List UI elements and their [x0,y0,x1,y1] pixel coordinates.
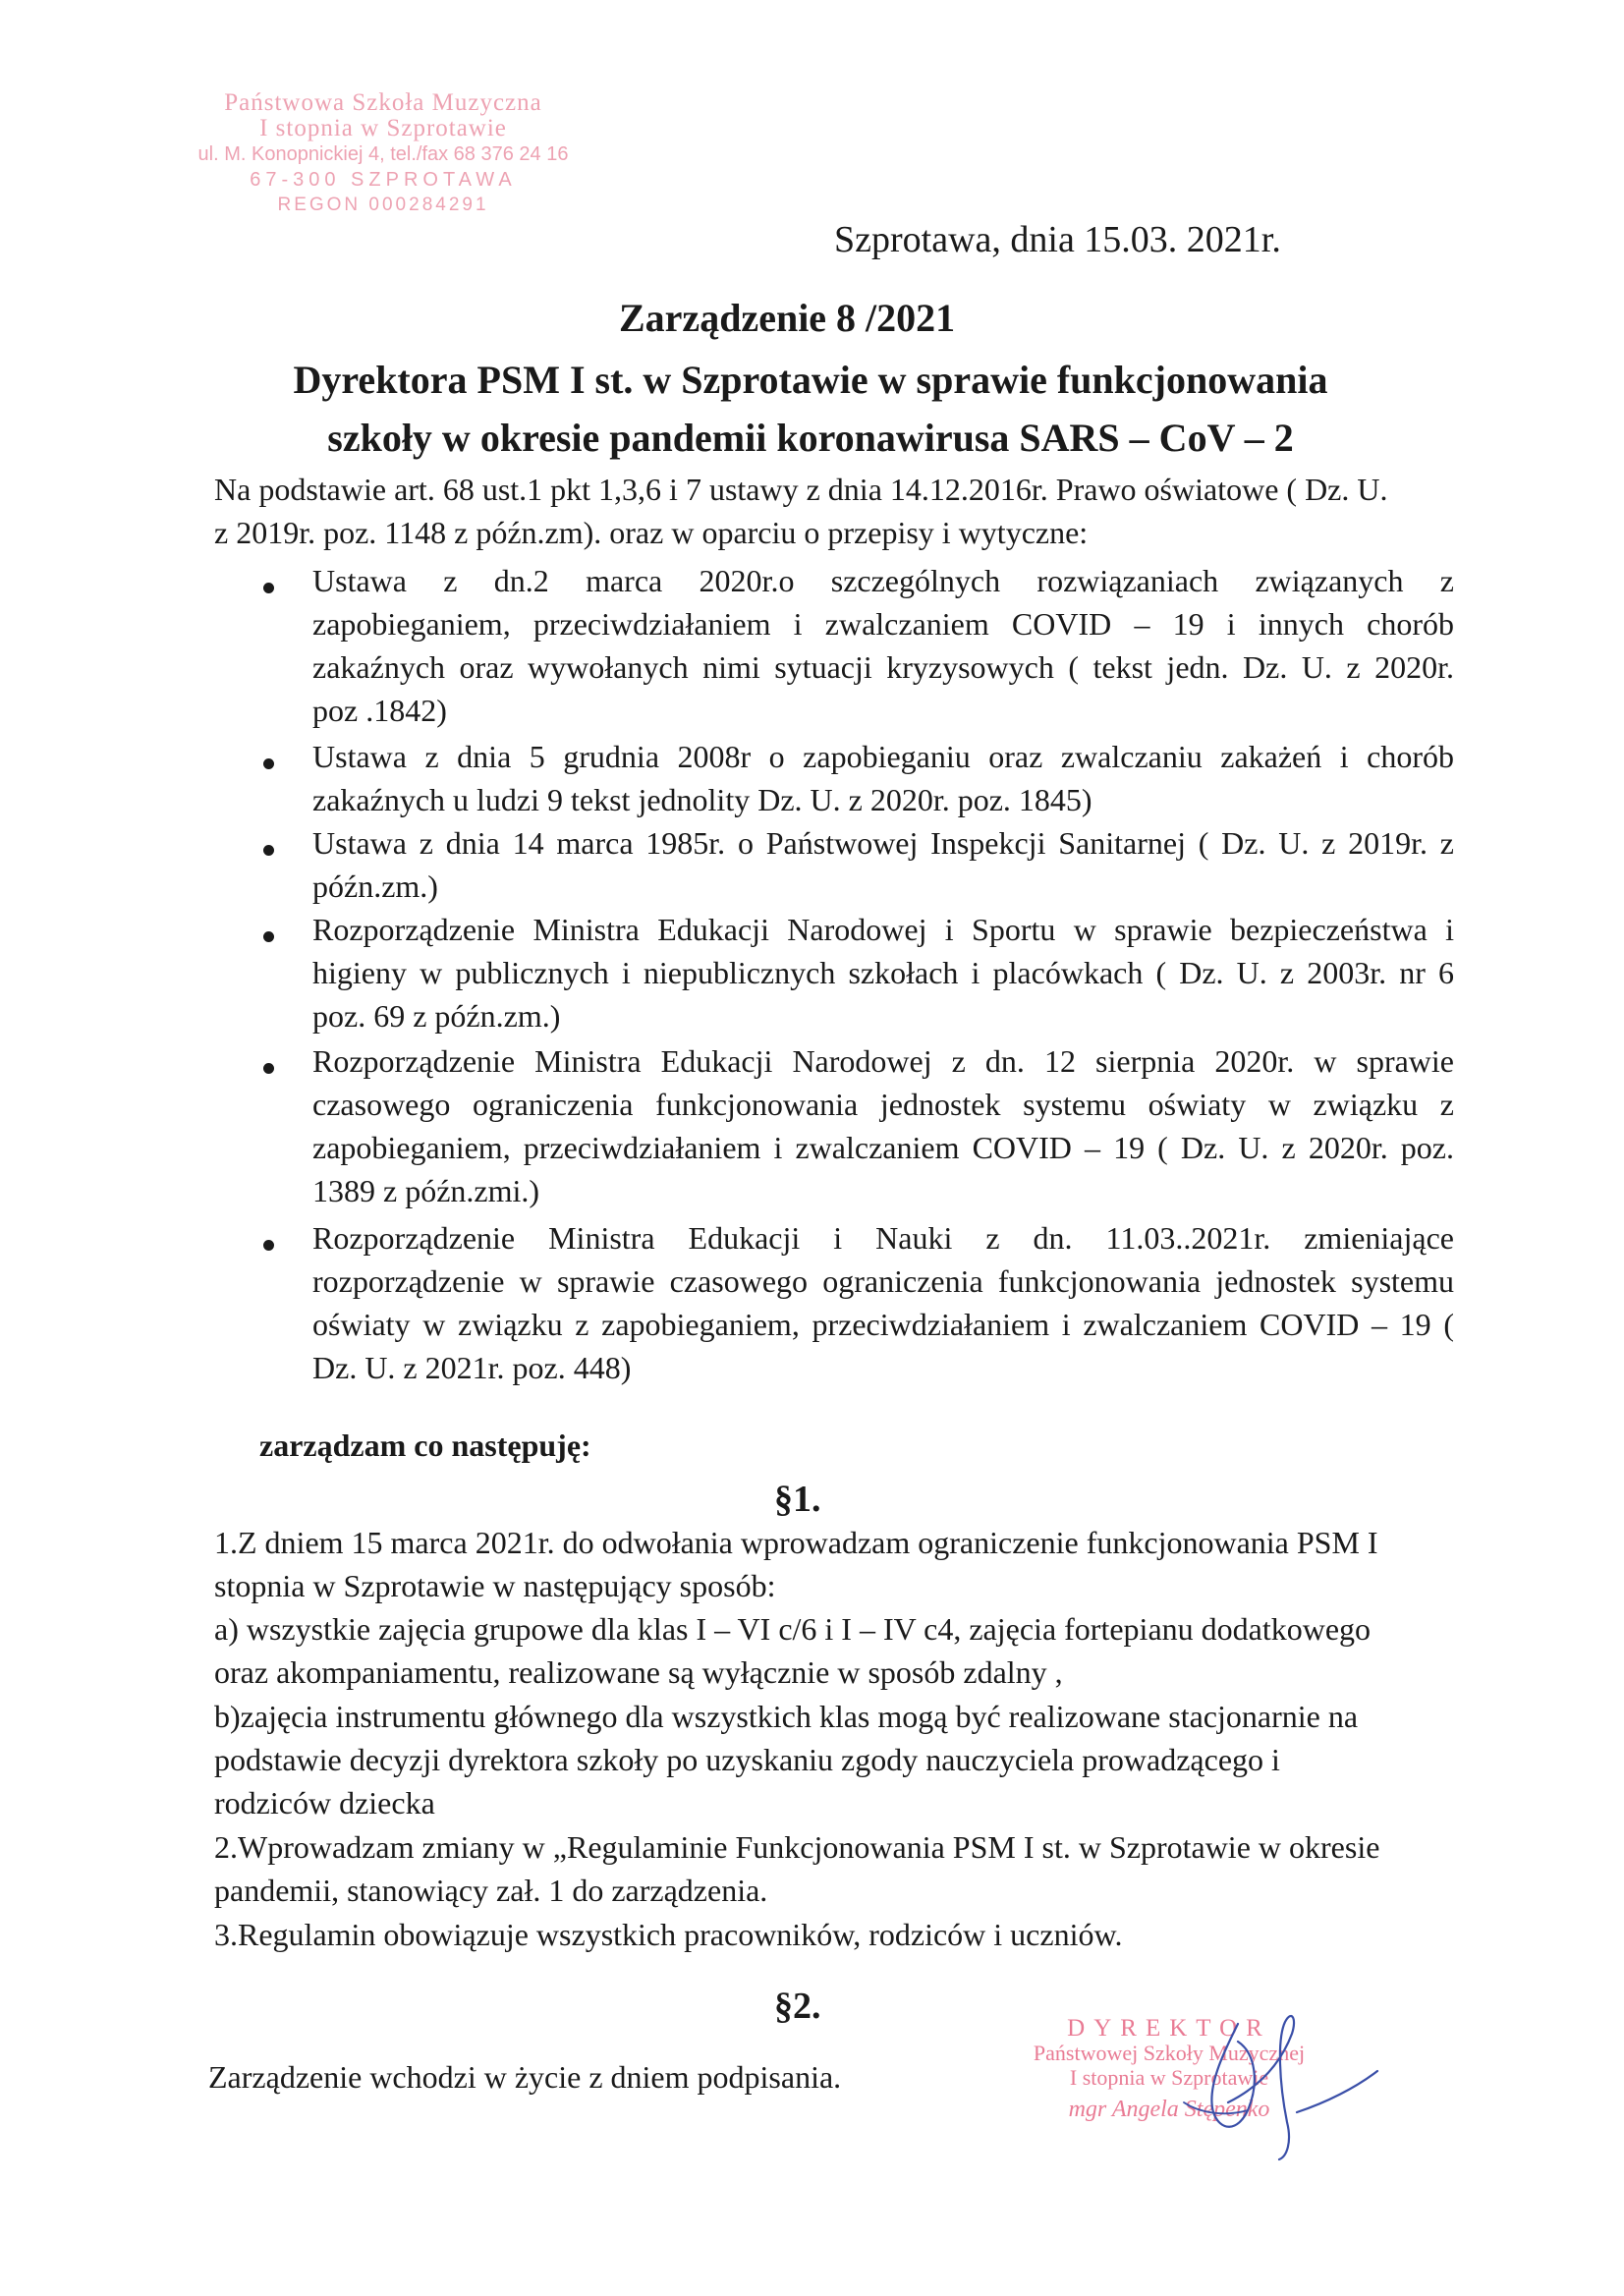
regulation-6-line: Rozporządzenie Ministra Edukacji i Nauki z dn. 11.03..2021r. zmieniające [312,1220,1454,1256]
section-1-line: 2.Wprowadzam zmiany w „Regulaminie Funkcjonowania PSM I st. w Szprotawie w okresie [214,1829,1380,1865]
order-intro: zarządzam co następuję: [259,1428,591,1463]
regulation-1-line: Ustawa z dn.2 marca 2020r.o szczególnych rozwiązaniach związanych z [312,563,1454,598]
regulation-4-line: Rozporządzenie Ministra Edukacji Narodowej i Sportu w sprawie bezpieczeństwa i [312,912,1454,947]
regulation-5-line: Rozporządzenie Ministra Edukacji Narodowej z dn. 12 sierpnia 2020r. w sprawie [312,1043,1454,1079]
document-title: Zarządzenie 8 /2021 [619,296,956,340]
date-line: Szprotawa, dnia 15.03. 2021r. [834,219,1281,260]
bullet-icon [263,845,274,856]
regulation-2-line: zakaźnych u ludzi 9 tekst jednolity Dz. U. z 2020r. poz. 1845) [312,782,1092,817]
section-1-line: rodziców dziecka [214,1785,435,1820]
regulation-3-line: Ustawa z dnia 14 marca 1985r. o Państwowej Inspekcji Sanitarnej ( Dz. U. z 2019r. z [312,825,1454,861]
regulation-4-line: poz. 69 z późn.zm.) [312,998,561,1034]
document-subject-line1: Dyrektora PSM I st. w Szprotawie w sprawie funkcjonowania [293,358,1328,402]
school-stamp-name: Państwowa Szkoła Muzyczna [224,89,542,116]
legal-basis-line1: Na podstawie art. 68 ust.1 pkt 1,3,6 i 7 ustawy z dnia 14.12.2016r. Prawo oświatowe ( Dz. U. [214,472,1388,507]
section-1-line: podstawie decyzji dyrektora szkoły po uzyskaniu zgody nauczyciela prowadzącego i [214,1742,1280,1777]
bullet-icon [263,1063,274,1074]
regulation-5-line: czasowego ograniczenia funkcjonowania jednostek systemu oświaty w związku z [312,1087,1454,1122]
school-stamp-regon: REGON 000284291 [277,195,489,215]
regulation-6-line: oświaty w związku z zapobieganiem, przeciwdziałaniem i zwalczaniem COVID – 19 ( [312,1307,1454,1342]
section-1-heading: §1. [774,1479,821,1520]
regulation-5-line: zapobieganiem, przeciwdziałaniem i zwalczaniem COVID – 19 ( Dz. U. z 2020r. poz. [312,1130,1454,1165]
legal-basis-line2: z 2019r. poz. 1148 z późn.zm). oraz w oparciu o przepisy i wytyczne: [214,515,1089,550]
bullet-icon [263,583,274,593]
section-1-line: pandemii, stanowiący zał. 1 do zarządzenia. [214,1873,768,1908]
section-2-heading: §2. [774,1986,821,2027]
director-stamp-school: Państwowej Szkoły Muzycznej [1033,2041,1306,2065]
regulation-3-line: późn.zm.) [312,868,438,904]
regulation-5-line: 1389 z późn.zmi.) [312,1173,540,1208]
section-2-text: Zarządzenie wchodzi w życie z dniem podpisania. [208,2059,842,2095]
section-1-line: a) wszystkie zajęcia grupowe dla klas I – VI c/6 i I – IV c4, zajęcia fortepianu dodatkowego [214,1611,1372,1647]
director-stamp-name: mgr Angela Stępenko [1068,2097,1270,2122]
regulation-6-line: Dz. U. z 2021r. poz. 448) [312,1350,632,1385]
school-stamp-city: 67-300 SZPROTAWA [250,169,517,191]
section-1-line: 3.Regulamin obowiązuje wszystkich pracowników, rodziców i uczniów. [214,1917,1123,1952]
bullet-icon [263,1240,274,1251]
regulation-6-line: rozporządzenie w sprawie czasowego ograniczenia funkcjonowania jednostek systemu [312,1263,1454,1299]
section-1-line: oraz akompaniamentu, realizowane są wyłącznie w sposób zdalny , [214,1654,1063,1690]
regulation-4-line: higieny w publicznych i niepublicznych szkołach i placówkach ( Dz. U. z 2003r. nr 6 [312,955,1454,990]
bullet-icon [263,758,274,769]
regulation-2-line: Ustawa z dnia 5 grudnia 2008r o zapobieganiu oraz zwalczaniu zakażeń i chorób [312,739,1454,774]
school-stamp-address: ul. M. Konopnickiej 4, tel./fax 68 376 24 16 [197,143,569,165]
director-stamp-title: DYREKTOR [1067,2015,1271,2042]
regulation-1-line: poz .1842) [312,693,447,728]
school-stamp [167,90,599,218]
section-1-line: b)zajęcia instrumentu głównego dla wszystkich klas mogą być realizowane stacjonarnie na [214,1699,1359,1734]
document-subject-line2: szkoły w okresie pandemii koronawirusa SARS – CoV – 2 [327,416,1294,460]
regulation-1-line: zakaźnych oraz wywołanych nimi sytuacji kryzysowych ( tekst jedn. Dz. U. z 2020r. [312,649,1454,685]
regulation-1-line: zapobieganiem, przeciwdziałaniem i zwalczaniem COVID – 19 i innych chorób [312,606,1454,642]
school-stamp-level: I stopnia w Szprotawie [259,115,507,141]
signature-icon [1091,1994,1385,2191]
section-1-line: stopnia w Szprotawie w następujący sposób: [214,1568,776,1603]
director-stamp-level: I stopnia w Szprotawie [1069,2065,1269,2090]
bullet-icon [263,931,274,942]
section-1-line: 1.Z dniem 15 marca 2021r. do odwołania wprowadzam ograniczenie funkcjonowania PSM I [214,1525,1378,1560]
